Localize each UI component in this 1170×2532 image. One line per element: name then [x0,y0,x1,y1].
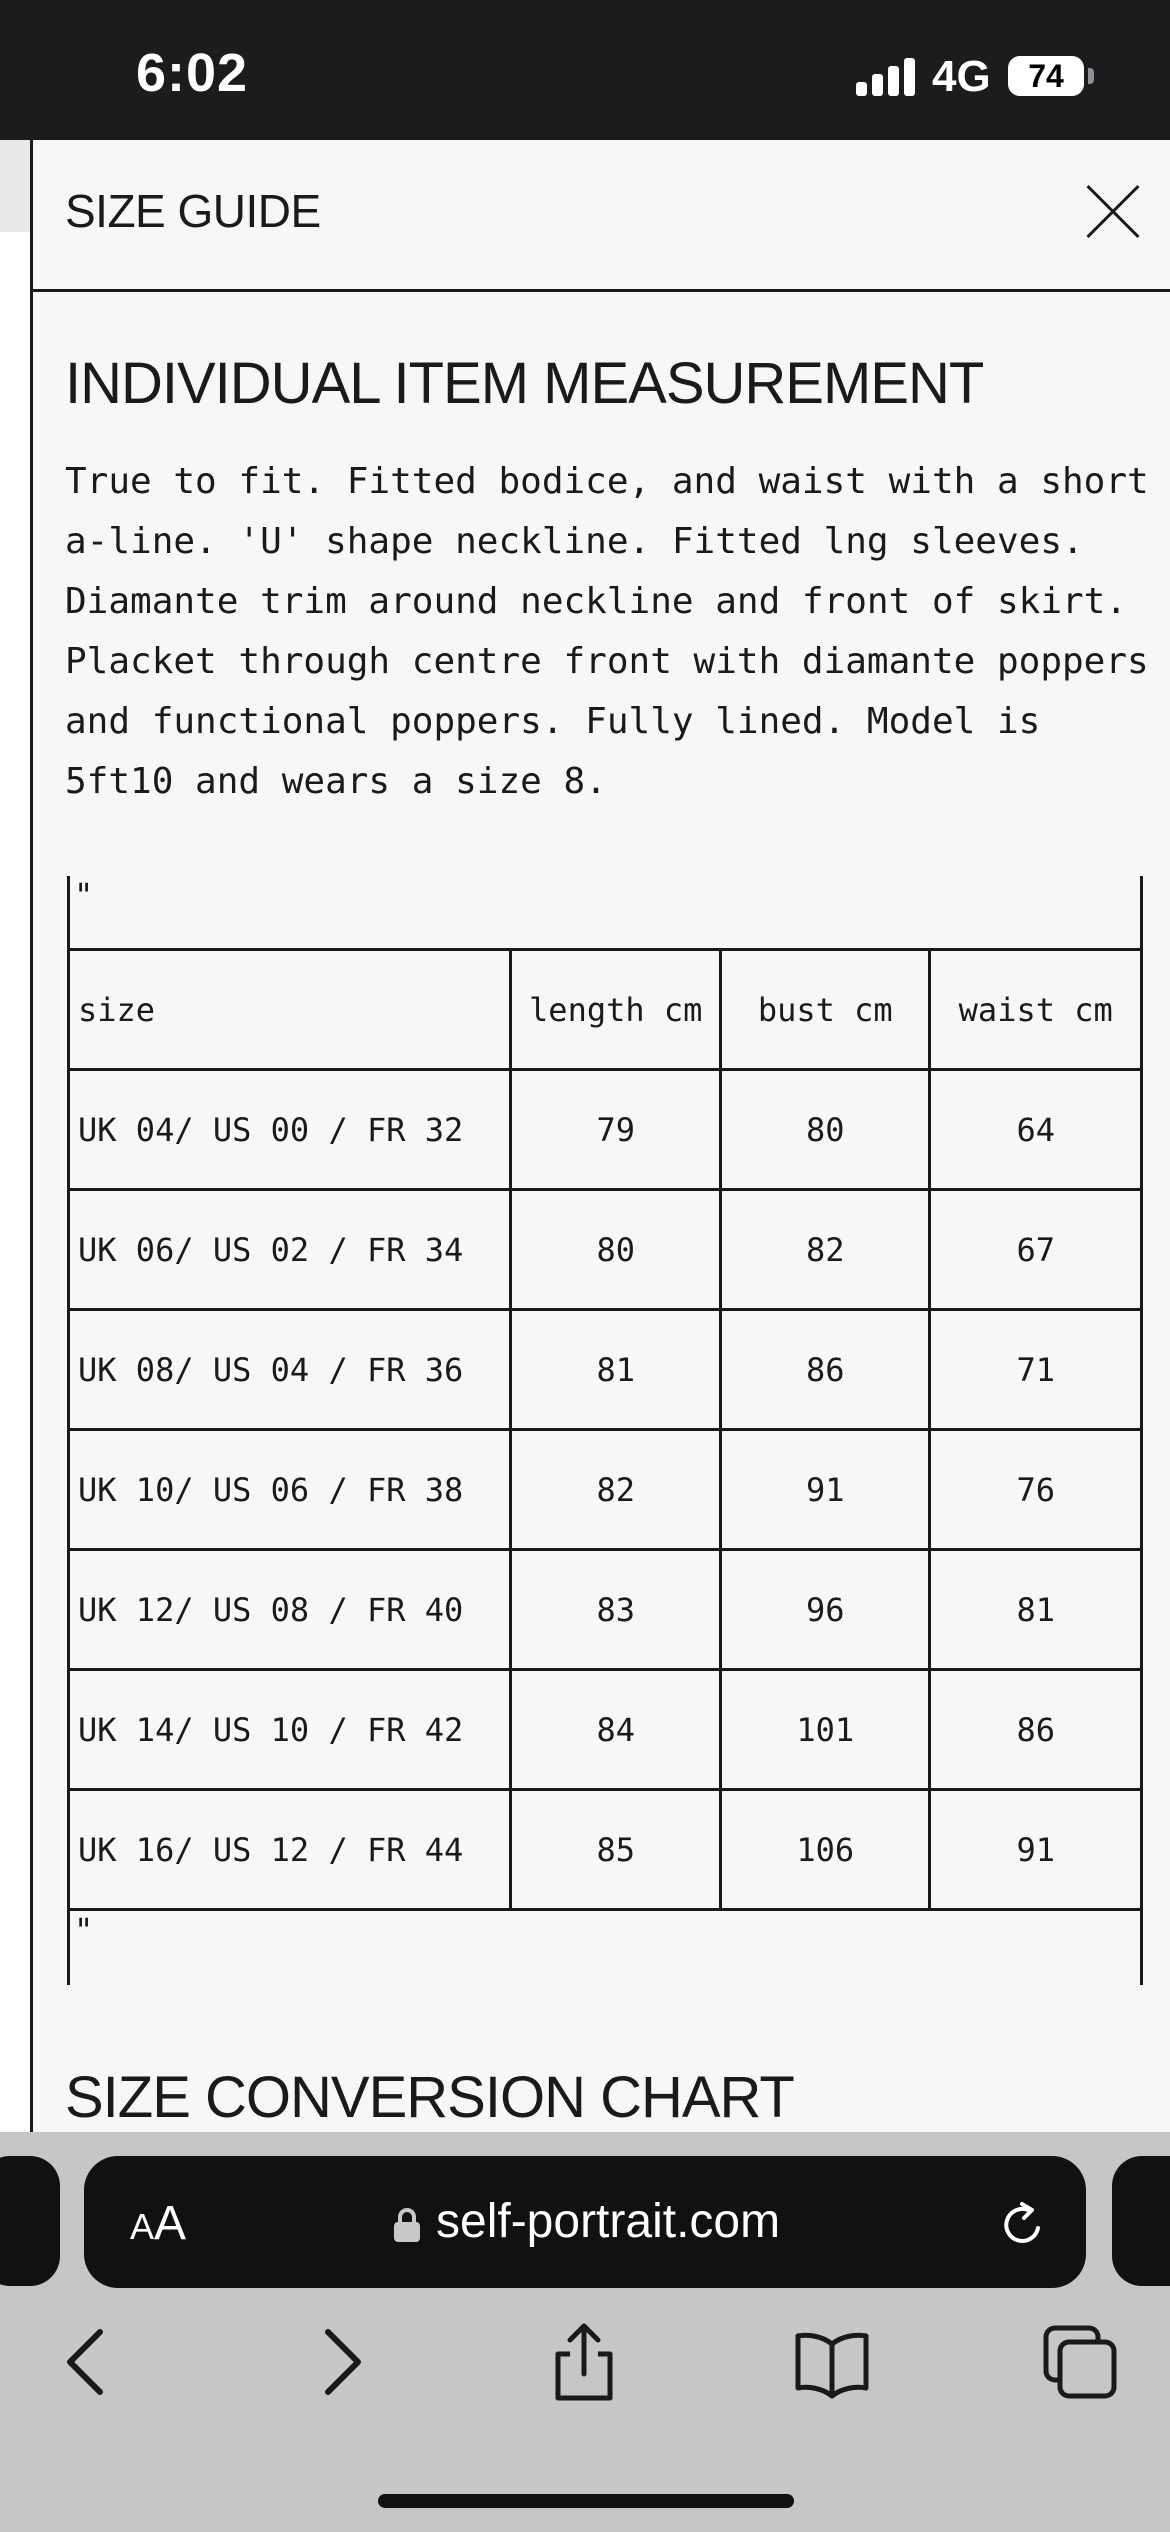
network-type: 4G [932,52,991,101]
waist-cell: 76 [930,1430,1142,1550]
text-size-big-label: A [154,2197,187,2250]
bust-cell: 101 [721,1670,930,1790]
size-conversion-title: SIZE CONVERSION CHART [65,2065,794,2130]
status-time: 6:02 [136,43,249,103]
size-cell: UK 08/ US 04 / FR 36 [69,1310,511,1430]
modal-header [33,140,1170,292]
table-row [69,1430,1142,1550]
bust-cell: 96 [721,1550,930,1670]
measurement-table-wrap [67,876,1143,1985]
back-icon[interactable] [48,2322,128,2402]
size-cell: UK 16/ US 12 / FR 44 [69,1790,511,1910]
length-cell: 79 [511,1070,721,1190]
page-background [0,140,32,2140]
waist-cell: 91 [930,1790,1142,1910]
item-description: True to fit. Fitted bodice, and waist with a short a-line. 'U' shape neckline. Fitted lng sleeves. Diamante trim around neckline and front of skirt. Placket through centre front with diamante poppers and functional poppers. Fully lined. Model is 5ft10 and wears a size 8. [65,461,1149,802]
tabs-icon[interactable] [1040,2322,1120,2402]
modal-title: SIZE GUIDE [65,185,321,237]
size-cell: UK 10/ US 06 / FR 38 [69,1430,511,1550]
bust-cell: 80 [721,1070,930,1190]
previous-tab-peek[interactable] [0,2156,60,2286]
forward-icon[interactable] [300,2322,380,2402]
length-cell: 80 [511,1190,721,1310]
close-icon[interactable] [1083,182,1143,242]
length-cell: 82 [511,1430,721,1550]
table-row [69,1070,1142,1190]
waist-cell: 67 [930,1190,1142,1310]
table-row [69,1190,1142,1310]
size-cell: UK 04/ US 00 / FR 32 [69,1070,511,1190]
length-cell: 81 [511,1310,721,1430]
length-cell: 85 [511,1790,721,1910]
table-row [69,1790,1142,1910]
table-row [69,1670,1142,1790]
page-background-strip [0,140,30,232]
address-bar[interactable] [84,2156,1086,2288]
quote-mark-top: " [67,876,1143,948]
text-size-small-label: A [130,2206,155,2247]
signal-strength-icon [856,58,916,96]
reload-icon[interactable] [998,2200,1048,2250]
table-row [69,1310,1142,1430]
size-cell: UK 06/ US 02 / FR 34 [69,1190,511,1310]
waist-cell: 71 [930,1310,1142,1430]
length-cell: 83 [511,1550,721,1670]
battery-nub [1088,68,1094,84]
length-cell: 84 [511,1670,721,1790]
lock-icon [394,2208,420,2240]
column-header-length: length cm [511,950,721,1070]
battery-icon: 74 [1008,56,1084,96]
size-cell: UK 12/ US 08 / FR 40 [69,1550,511,1670]
section-title: INDIVIDUAL ITEM MEASUREMENT [65,351,984,416]
bookmarks-icon[interactable] [792,2322,872,2402]
column-header-waist: waist cm [930,950,1142,1070]
next-tab-peek[interactable] [1112,2156,1170,2286]
status-bar [0,0,1170,140]
size-guide-modal [30,140,1170,2140]
share-icon[interactable] [544,2322,624,2402]
table-row [69,1550,1142,1670]
bust-cell: 106 [721,1790,930,1910]
bust-cell: 82 [721,1190,930,1310]
home-indicator [378,2494,794,2508]
bust-cell: 86 [721,1310,930,1430]
waist-cell: 64 [930,1070,1142,1190]
text-size-button[interactable] [130,2196,186,2251]
waist-cell: 86 [930,1670,1142,1790]
url-text[interactable]: self-portrait.com [436,2195,781,2248]
column-header-bust: bust cm [721,950,930,1070]
table-header-row [69,950,1142,1070]
measurement-table [67,948,1143,1911]
column-header-size: size [69,950,511,1070]
size-cell: UK 14/ US 10 / FR 42 [69,1670,511,1790]
quote-mark-bottom: " [67,1911,1143,1985]
waist-cell: 81 [930,1550,1142,1670]
bust-cell: 91 [721,1430,930,1550]
